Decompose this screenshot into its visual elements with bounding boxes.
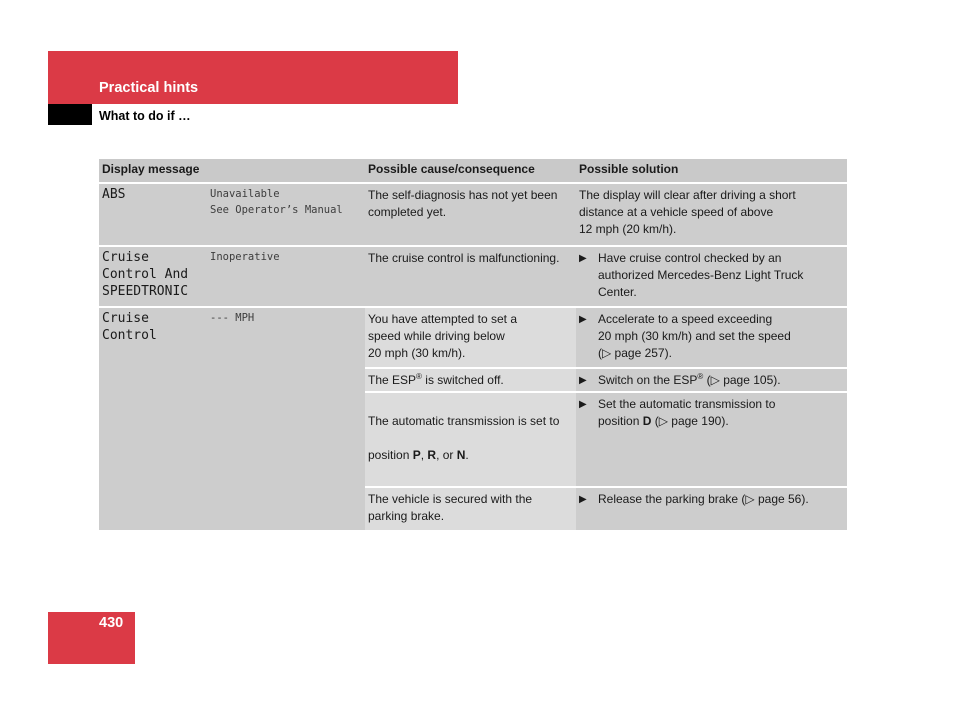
display-sub-message: Unavailable See Operator’s Manual bbox=[210, 188, 343, 216]
display-cell bbox=[99, 246, 365, 307]
solution-text-end: (▷ page 190). bbox=[651, 414, 729, 428]
display-cell bbox=[99, 183, 365, 246]
cause-text-end: is switched off. bbox=[421, 373, 504, 387]
cause-cell bbox=[365, 246, 576, 307]
separator: , bbox=[420, 448, 428, 462]
solution-cell bbox=[576, 368, 847, 392]
gear-p: P bbox=[412, 448, 421, 462]
solution-text: The display will clear after driving a short distance at a vehicle speed of above 12 mph (20 km/h). bbox=[579, 188, 796, 236]
bullet-arrow-icon: ▶ bbox=[579, 399, 587, 410]
page-number: 430 bbox=[99, 615, 124, 631]
bullet-arrow-icon: ▶ bbox=[579, 494, 587, 505]
display-message: ABS bbox=[102, 187, 126, 202]
cause-text: You have attempted to set a speed while driving below 20 mph (30 km/h). bbox=[368, 312, 517, 360]
cause-text: The vehicle is secured with the parking brake. bbox=[368, 492, 533, 523]
display-cell bbox=[99, 307, 365, 530]
column-header-cause: Possible cause/consequence bbox=[365, 159, 576, 183]
display-sub-message: --- MPH bbox=[210, 312, 255, 324]
bullet-arrow-icon: ▶ bbox=[579, 253, 587, 264]
solution-text: Release the parking brake (▷ page 56). bbox=[598, 492, 809, 506]
cause-cell bbox=[365, 368, 576, 392]
gear-d: D bbox=[642, 414, 652, 428]
display-messages-table bbox=[99, 159, 847, 530]
cause-cell bbox=[365, 392, 576, 487]
solution-cell bbox=[576, 246, 847, 307]
table-header-row bbox=[99, 159, 847, 183]
solution-text: Accelerate to a speed exceeding 20 mph (30 km/h) and set the speed (▷ page 257). bbox=[598, 312, 791, 360]
column-header-solution: Possible solution bbox=[576, 159, 847, 183]
cause-text: position bbox=[368, 448, 413, 462]
table-row bbox=[99, 183, 847, 246]
period: . bbox=[465, 448, 469, 462]
registered-mark: ® bbox=[416, 372, 422, 381]
cause-text: The ESP bbox=[368, 373, 417, 387]
column-header-display: Display message bbox=[99, 159, 365, 183]
table-row bbox=[99, 307, 847, 368]
bullet-arrow-icon: ▶ bbox=[579, 375, 587, 386]
gear-n: N bbox=[456, 448, 466, 462]
registered-mark: ® bbox=[697, 372, 704, 381]
section-title: Practical hints bbox=[99, 80, 199, 96]
gear-r: R bbox=[427, 448, 437, 462]
display-message: Cruise Control And SPEEDTRONIC bbox=[102, 250, 189, 299]
cause-text: The automatic transmission is set to bbox=[368, 414, 560, 428]
solution-cell bbox=[576, 392, 847, 487]
bullet-arrow-icon: ▶ bbox=[579, 314, 587, 325]
solution-text: position bbox=[598, 414, 643, 428]
separator: , or bbox=[436, 448, 457, 462]
cause-cell bbox=[365, 487, 576, 530]
solution-cell bbox=[576, 487, 847, 530]
solution-text: Set the automatic transmission to bbox=[598, 397, 776, 411]
section-marker bbox=[48, 104, 92, 125]
header-band bbox=[48, 51, 458, 104]
subsection-title: What to do if … bbox=[99, 109, 191, 123]
solution-cell bbox=[576, 183, 847, 246]
cause-cell bbox=[365, 307, 576, 368]
solution-text: Switch on the ESP bbox=[598, 373, 698, 387]
solution-text-end: (▷ page 105). bbox=[703, 373, 781, 387]
display-sub-message: Inoperative bbox=[210, 251, 280, 263]
display-message: Cruise Control bbox=[102, 311, 157, 343]
cause-text: The self-diagnosis has not yet been completed yet. bbox=[368, 188, 558, 219]
cause-text: The cruise control is malfunctioning. bbox=[368, 251, 560, 265]
solution-text: Have cruise control checked by an authorized Mercedes-Benz Light Truck Center. bbox=[598, 251, 804, 299]
table-row bbox=[99, 246, 847, 307]
cause-cell bbox=[365, 183, 576, 246]
solution-cell bbox=[576, 307, 847, 368]
